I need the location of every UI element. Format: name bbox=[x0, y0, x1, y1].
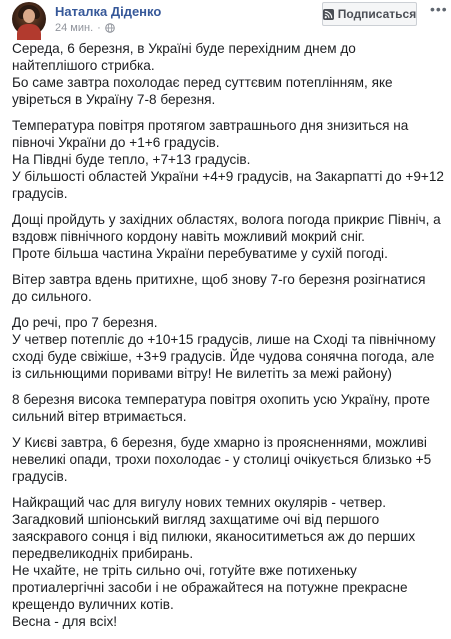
post-text-line: До речі, про 7 березня. bbox=[12, 315, 158, 330]
post-paragraph bbox=[12, 391, 444, 425]
post-meta bbox=[55, 22, 115, 34]
post-header bbox=[0, 0, 451, 40]
post-text-line: Бо саме завтра похолодає перед суттєвим потеплінням, яке увіреться в Україну 7-8 березня. bbox=[12, 75, 393, 107]
author-name[interactable]: Наталка Діденко bbox=[55, 4, 162, 19]
post-body bbox=[12, 40, 444, 639]
subscribe-button[interactable] bbox=[322, 2, 417, 26]
post-text-line: На Півдні буде тепло, +7+13 градусів. bbox=[12, 152, 251, 167]
post-text-line: У більшості областей України +4+9 градусів, на Закарпатті до +9+12 градусів. bbox=[12, 169, 444, 201]
post-paragraph bbox=[12, 117, 444, 202]
post-text-line: У четвер потепліє до +10+15 градусів, лише на Сході та північному сході буде свіжіше, +3+9 градусів. Йде чудова сонячна погода, але із сильнющими поривами вітру! Не вилетіть за межі району) bbox=[12, 332, 436, 381]
post-text-line: Дощі пройдуть у західних областях, волога погода прикриє Північ, а вздовж північного кордону навіть можливий мокрий сніг. bbox=[12, 212, 441, 244]
post-paragraph bbox=[12, 314, 444, 382]
subscribe-label: Подписаться bbox=[337, 7, 417, 21]
post-text-line: Весна - для всіх! bbox=[12, 614, 118, 629]
author-avatar[interactable] bbox=[12, 2, 46, 36]
post-text-line: Не чхайте, не тріть сильно очі, готуйте вже потихеньку протиалергічні засоби і не ображайтеся на потужне прекрасне крещендо вуличних котів. bbox=[12, 563, 408, 612]
post-paragraph bbox=[12, 40, 444, 108]
separator-dot: · bbox=[97, 22, 101, 34]
post-text-line: Найкращий час для вигулу нових темних окулярів - четвер. bbox=[12, 495, 387, 510]
post-text-line: Загадковий шпіонський вигляд захщатиме очі від першого заяскравого сонця і від пилюки, яканоситиметься аж до перших передвеликодніх прибирань. bbox=[12, 512, 416, 561]
post-text-line: Середа, 6 березня, в Україні буде перехідним днем до найтеплішого стрибка. bbox=[12, 41, 356, 73]
avatar-face-shape bbox=[23, 9, 35, 23]
post-text-line: Температура повітря протягом завтрашнього дня знизиться на півночі України до +1+6 градусів. bbox=[12, 118, 409, 150]
post-paragraph bbox=[12, 271, 444, 305]
post-text-line: Вітер завтра вдень притихне, щоб знову 7-го березня розігнатися до сильного. bbox=[12, 272, 426, 304]
post-text-line: У Києві завтра, 6 березня, буде хмарно із проясненнями, можливі невеликі опади, трохи похолодає - у столиці очікується близько +5 градусів. bbox=[12, 435, 432, 484]
post-paragraph bbox=[12, 494, 444, 630]
globe-icon bbox=[105, 23, 115, 33]
avatar-body-shape bbox=[17, 24, 41, 40]
post-time[interactable]: 24 мин. bbox=[55, 22, 94, 34]
post-paragraph bbox=[12, 211, 444, 262]
more-options-icon[interactable]: ••• bbox=[430, 1, 448, 17]
rss-icon bbox=[323, 9, 334, 20]
post-paragraph bbox=[12, 434, 444, 485]
post-text-line: 8 березня висока температура повітря охопить усю Україну, проте сильний вітер втримається. bbox=[12, 392, 430, 424]
post-text-line: Проте більша частина України перебуватиме у сухій погоді. bbox=[12, 246, 388, 261]
